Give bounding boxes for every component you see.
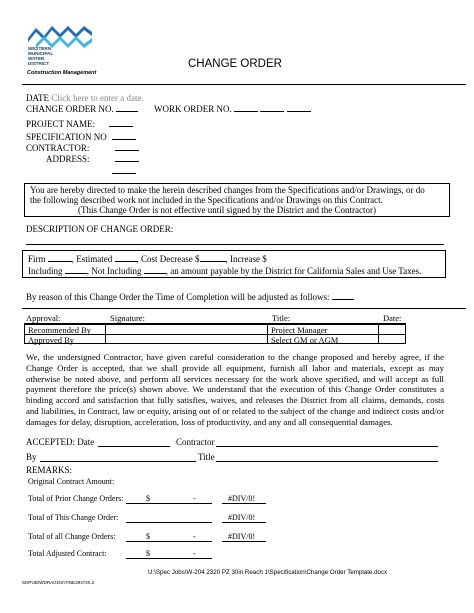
header-divider [22,84,466,85]
contractor-sign-field[interactable] [216,446,438,447]
firm-field[interactable] [48,253,72,262]
date-header: Date: [383,313,402,323]
remarks-row-label: Total of This Change Order: [28,513,119,522]
department-label: Construction Management [27,70,97,76]
remarks-row-value: #DIV/0! [228,513,256,522]
remarks-row-currency: $ [146,549,150,558]
notice-line-1: You are hereby directed to make the herein described changes from the Specifications and/or Drawings, or do [30,185,425,195]
footer-doc-id: SDPUB\WDRAGOS\TINE394720.2 [22,580,95,585]
contractor-label: CONTRACTOR: [26,143,90,153]
remarks-row-currency: $ [146,532,150,541]
date-label: DATE [26,93,49,103]
notice-line-3: (This Change Order is not effective until signed by the District and the Contractor) [78,205,377,215]
remarks-row-value-line [222,541,266,542]
title-header: Title: [272,313,291,323]
title-sign-field[interactable] [216,461,438,462]
cost-line-1 [28,253,267,264]
remarks-row-amount-line [126,558,212,559]
agreement-paragraph: We, the undersigned Contractor, have given careful consideration to the change proposed and hereby agree, if the Change Order is accepted, that we shall provide all equipment, furnish all labor and materials, except as may otherwise be noted above, and perform all services necessary for the work above specified, and will accept as full payment therefore the price(s) shown above. We understand that the execution of this Change Order constitutes a binding accord and satisfaction that fully satisfies, waives, and releases the District from all claims, demands, costs and liabilities, in Contract, law or equity, arising out of or related to the subject of the change and indirect costs and/or damages for delay, disruption, acceleration, loss of productivity, and any and all consequential damages. [26,352,444,427]
remarks-row-value: #DIV/0! [228,532,256,541]
sales-tax-text: , an amount payable by the District for California Sales and Use Taxes. [165,266,422,276]
work-order-field-3[interactable] [287,103,311,112]
remarks-row-value-line [222,522,266,523]
approval-col-divider-2 [267,324,268,344]
date-row [26,93,144,103]
cost-decrease-field[interactable] [200,253,226,262]
remarks-row-label: Total of Prior Change Orders: [28,494,124,503]
contractor-sign-label: Contractor [176,437,215,447]
address-field-line-2[interactable] [112,173,136,174]
remarks-label: REMARKS: [26,465,73,475]
remarks-row-dash: - [193,549,196,558]
estimated-field[interactable] [115,253,137,262]
address-field[interactable] [115,153,139,162]
accepted-date-field[interactable] [98,446,170,447]
remarks-row-amount-line [126,522,212,523]
remarks-row-label: Total of all Change Orders: [28,532,116,541]
specification-row [26,131,136,142]
signature-header: Signature: [110,313,145,323]
completion-row [26,291,354,302]
description-label: DESCRIPTION OF CHANGE ORDER: [26,224,174,234]
accepted-date-label: ACCEPTED: Date [26,437,95,447]
recommended-by-title[interactable]: Project Manager [271,325,328,335]
including-field[interactable] [65,265,87,274]
cost-line-2 [28,265,421,276]
not-including-field[interactable] [144,265,166,274]
remarks-row-amount-line [126,503,212,504]
remarks-row-currency: $ [146,494,150,503]
by-field[interactable] [40,461,196,462]
contractor-field[interactable] [115,142,139,151]
approved-by-label: Approved By [28,335,75,345]
original-amount-label: Original Contract Amount: [28,477,115,486]
firm-label: Firm [28,254,46,264]
approved-by-title-select[interactable]: Select GM or AGM [271,335,339,345]
footer-file-path: U:\Spec Jobs\W-204 2320 PZ 30in Reach 1\Specification\Change Order Template.docx [148,569,388,576]
completion-text: By reason of this Change Order the Time of Completion will be adjusted as follows: [26,292,330,302]
page-title: CHANGE ORDER [188,58,282,70]
title-sign-label: Title [198,452,215,462]
notice-line-2: the following described work not included in the Specifications and/or Drawings on this Contract. [30,195,383,205]
work-order-label: WORK ORDER NO. [154,104,232,114]
work-order-field[interactable] [234,103,258,112]
increase-label: , Increase $ [225,254,267,264]
description-line[interactable] [26,244,444,245]
logo-text: WESTERN MUNICIPAL WATER DISTRICT [28,46,54,66]
address-row [46,153,139,164]
specification-label: SPECIFICATION NO [26,132,107,142]
completion-field[interactable] [332,291,354,300]
remarks-row-value: #DIV/0! [228,494,256,503]
approval-col-divider-1 [105,324,106,344]
change-order-field[interactable] [116,103,138,112]
work-order-row [154,103,311,114]
change-order-row [26,103,138,114]
project-name-field[interactable] [109,118,133,127]
cost-decrease-label: , Cost Decrease $ [136,254,200,264]
not-including-label: , Not Including [86,266,142,276]
remarks-row-amount-line [126,541,212,542]
by-label: By [26,452,37,462]
remarks-row-dash: - [193,494,196,503]
address-label: ADDRESS: [46,154,90,164]
remarks-row-label: Total Adjusted Contract: [28,549,107,558]
approval-col-divider-3 [378,324,379,344]
remarks-row-value-line [222,503,266,504]
project-name-label: PROJECT NAME: [26,119,96,129]
date-field[interactable]: Click here to enter a date. [51,93,144,103]
recommended-by-label: Recommended By [28,325,92,335]
project-name-row [26,118,133,129]
change-order-label: CHANGE ORDER NO. [26,104,114,114]
including-label: Including [28,266,63,276]
completion-divider [22,308,466,309]
contractor-row [26,142,139,153]
approval-header: Approval: [26,313,61,323]
remarks-row-dash: - [193,532,196,541]
work-order-field-2[interactable] [260,103,284,112]
estimated-label: , Estimated [71,254,113,264]
specification-field[interactable] [112,131,136,140]
